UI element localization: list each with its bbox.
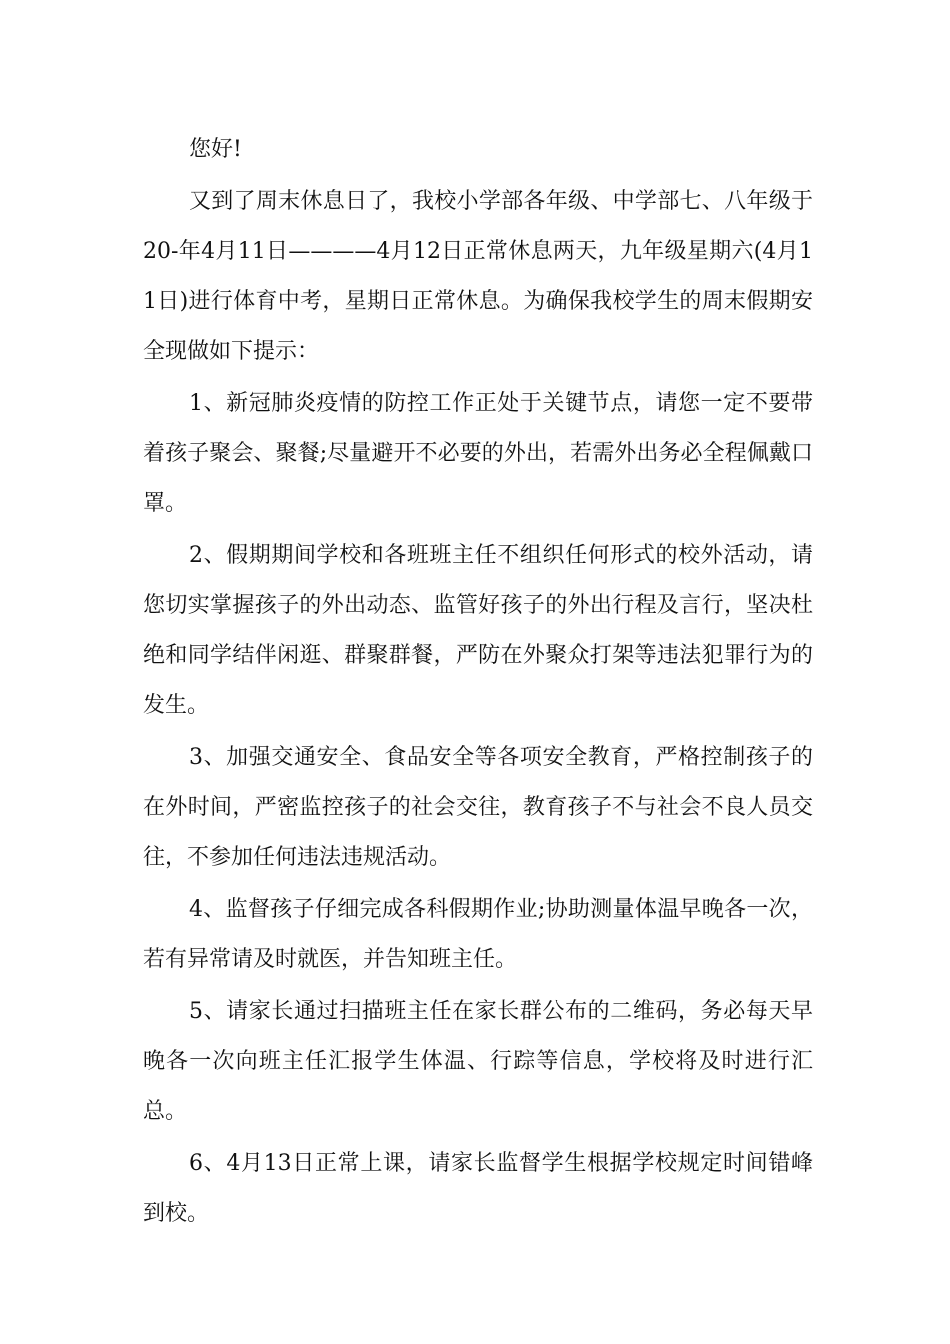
notice-item-2: 2、假期期间学校和各班班主任不组织任何形式的校外活动，请您切实掌握孩子的外出动态、监管好孩子的外出行程及言行，坚决杜绝和同学结伴闲逛、群聚群餐，严防在外聚众打架等违法犯罪行为的发生。 [143, 543, 813, 718]
notice-item-5: 5、请家长通过扫描班主任在家长群公布的二维码，务必每天早晚各一次向班主任汇报学生体温、行踪等信息，学校将及时进行汇总。 [143, 999, 813, 1124]
intro-paragraph: 又到了周末休息日了，我校小学部各年级、中学部七、八年级于20-年4月11日————4月12日正常休息两天，九年级星期六(4月11日)进行体育中考，星期日正常休息。为确保我校学生的周末假期安全现做如下提示： [143, 189, 813, 364]
notice-item-6: 6、4月13日正常上课，请家长监督学生根据学校规定时间错峰到校。 [143, 1151, 813, 1226]
notice-item-1: 1、新冠肺炎疫情的防控工作正处于关键节点，请您一定不要带着孩子聚会、聚餐;尽量避开不必要的外出，若需外出务必全程佩戴口罩。 [143, 391, 813, 516]
document-body [143, 125, 813, 1239]
greeting: 您好! [189, 137, 242, 162]
notice-item-3: 3、加强交通安全、食品安全等各项安全教育，严格控制孩子的在外时间，严密监控孩子的社会交往，教育孩子不与社会不良人员交往，不参加任何违法违规活动。 [143, 745, 813, 870]
notice-item-4: 4、监督孩子仔细完成各科假期作业;协助测量体温早晚各一次，若有异常请及时就医，并告知班主任。 [143, 897, 813, 972]
